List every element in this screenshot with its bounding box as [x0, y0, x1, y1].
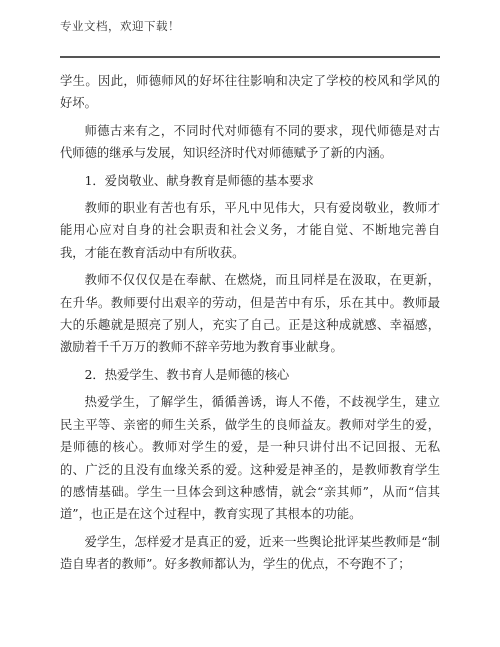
section-heading: 2．热爱学生、教书育人是师德的核心 [84, 367, 290, 382]
paragraph: 教师的职业有苦也有乐，平凡中见伟大，只有爱岗敬业，教师才能用心应对自身的社会职责和社会义务，才能自觉、不断地完善自我，才能在教育活动中有所收获。 [60, 201, 440, 260]
paragraph: 师德古来有之，不同时代对师德有不同的要求，现代师德是对古代师德的继承与发展，知识经济时代对师德赋予了新的内涵。 [60, 123, 440, 161]
document-body [60, 70, 440, 581]
paragraph: 热爱学生，了解学生，循循善诱，诲人不倦，不歧视学生，建立民主平等、亲密的师生关系，做学生的良师益友。教师对学生的爱，是师德的核心。教师对学生的爱，是一种只讲付出不记回报、无私的、广泛的且没有血缘关系的爱。这种爱是神圣的，是教师教育学生的感情基础。学生一旦体会到这种感情，就会“亲其师”，从而“信其道”，也正是在这个过程中，教育实现了其根本的功能。 [60, 395, 440, 522]
header-rule [60, 56, 440, 58]
paragraph: 爱学生，怎样爱才是真正的爱，近来一些舆论批评某些教师是“制造自卑者的教师”。好多教师都认为，学生的优点，不夸跑不了； [60, 534, 440, 572]
paragraph: 教师不仅仅仅是在奉献、在燃烧，而且同样是在汲取，在更新，在升华。教师要付出艰辛的劳动，但是苦中有乐，乐在其中。教师最大的乐趣就是照亮了别人，充实了自己。正是这种成就感、幸福感，激励着千千万万的教师不辞辛劳地为教育事业献身。 [60, 273, 440, 355]
section-heading: 1．爱岗敬业、献身教育是师德的基本要求 [84, 173, 314, 188]
paragraph: 学生。因此，师德师风的好坏往往影响和决定了学校的校风和学风的好坏。 [60, 74, 440, 111]
page-header: 专业文档，欢迎下载！ [60, 19, 180, 33]
